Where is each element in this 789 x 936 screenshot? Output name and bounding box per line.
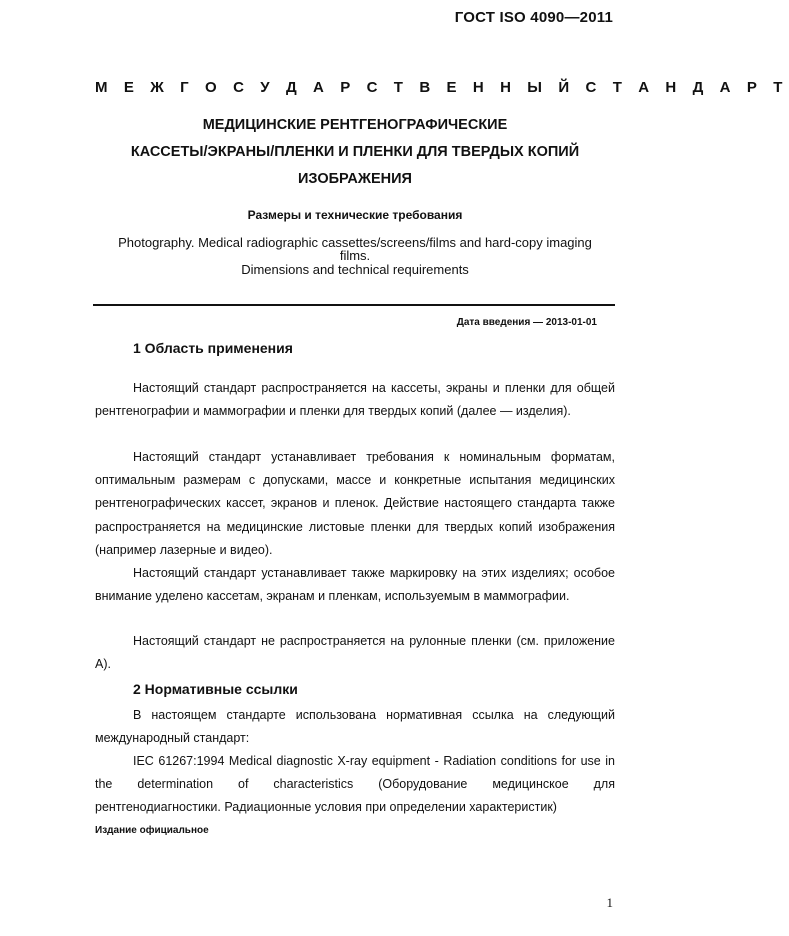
english-title-line-1: Photography. Medical radiographic cassettes/screens/films and hard-copy imaging	[118, 235, 592, 250]
subtitle-russian: Размеры и технические требования	[247, 208, 463, 222]
document-title	[95, 112, 615, 193]
section-2-paragraph-1: В настоящем стандарте использована нормативная ссылка на следующий международный стандарт:	[95, 708, 615, 746]
title-line-1: МЕДИЦИНСКИЕ РЕНТГЕНОГРАФИЧЕСКИЕ	[202, 117, 508, 133]
title-line-3: ИЗОБРАЖЕНИЯ	[298, 171, 412, 187]
title-line-2: КАССЕТЫ/ЭКРАНЫ/ПЛЕНКИ И ПЛЕНКИ ДЛЯ ТВЕРДЫХ КОПИЙ	[130, 144, 580, 160]
english-title-line-3: Dimensions and technical requirements	[241, 262, 469, 277]
english-title-line-2: films.	[339, 247, 371, 263]
section-1-paragraph-3: Настоящий стандарт устанавливает также маркировку на этих изделиях; особое внимание уделено кассетам, экранам и пленкам, используемым в маммографии.	[95, 566, 615, 604]
official-edition-label: Издание официальное	[95, 825, 209, 836]
section-1-paragraph-4: Настоящий стандарт не распространяется на рулонные пленки (см. приложение А).	[95, 634, 615, 672]
section-1-paragraph-2: Настоящий стандарт устанавливает требования к номинальным форматам, оптимальным размерам с допусками, массе и конкретные испытания медицинских рентгенографических кассет, экранов и пленок. Действие настоящего стандарта также распространяется на медицинские листовые пленки для твердых копий изображения (например лазерные и видео).	[95, 450, 615, 557]
standard-type-label: М Е Ж Г О С У Д А Р С Т В Е Н Н Ы Й С Т А Н Д А Р Т	[95, 79, 789, 96]
section-1-paragraph-1: Настоящий стандарт распространяется на кассеты, экраны и пленки для общей рентгенографии и маммографии и пленки для твердых копий (далее — изделия).	[95, 381, 615, 419]
title-english	[95, 237, 615, 277]
introduction-date: Дата введения — 2013-01-01	[456, 317, 597, 328]
document-code: ГОСТ ISO 4090—2011	[454, 9, 613, 26]
page-number: 1	[606, 895, 613, 910]
section-2-heading: 2 Нормативные ссылки	[133, 681, 298, 697]
section-2-paragraph-2: IEC 61267:1994 Medical diagnostic X-ray equipment - Radiation conditions for use in the determination of characteristics (Оборудование медицинское для рентгенодиагностики. Радиационные условия при определении характеристик)	[95, 754, 615, 815]
title-divider	[93, 304, 615, 306]
section-1-heading: 1 Область применения	[133, 340, 293, 356]
